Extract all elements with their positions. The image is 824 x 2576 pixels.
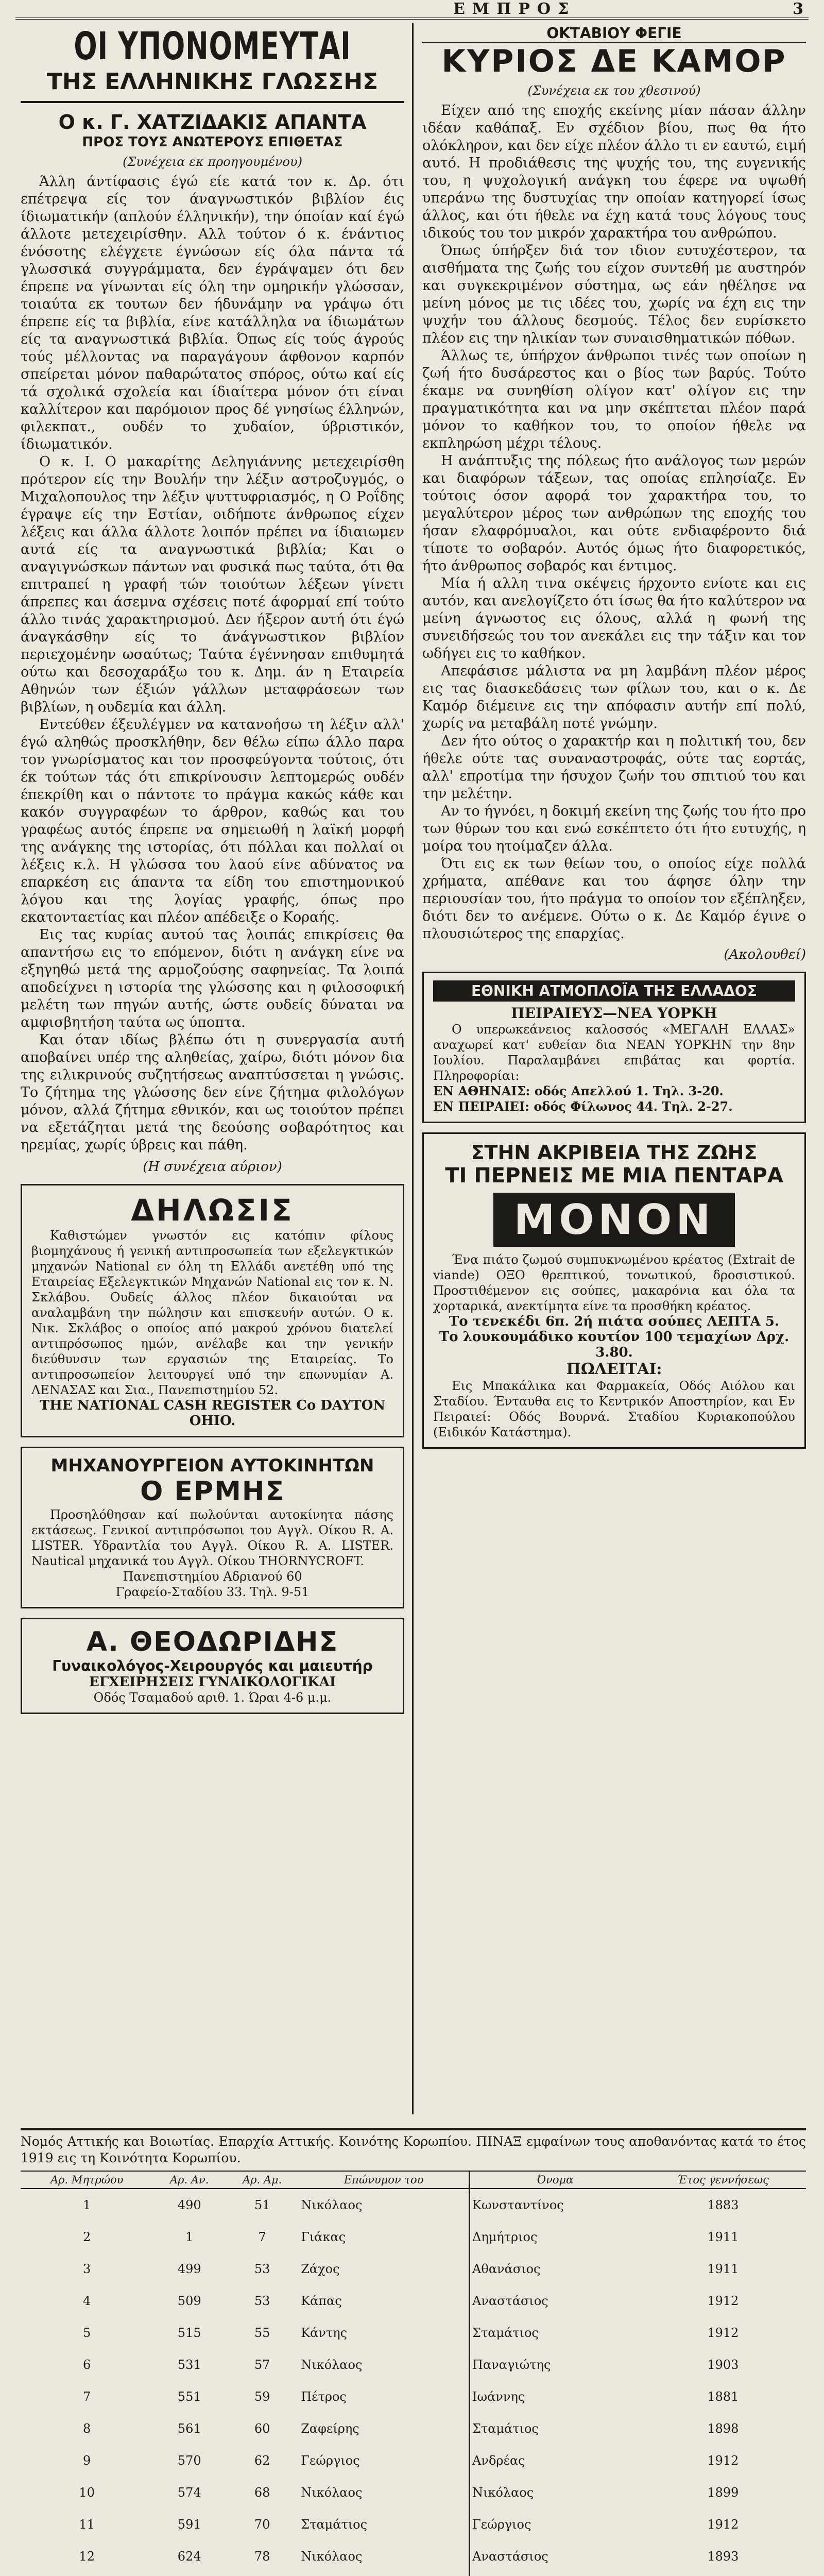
register-row: [21, 2253, 806, 2285]
register-cell: Ζαφείρης: [301, 2421, 359, 2436]
register-cell: 509: [177, 2294, 201, 2308]
notice-ad: [21, 1184, 404, 1437]
ad-headline-2: ΤΙ ΠΕΡΝΕΙΣ ΜΕ ΜΙΑ ΠΕΝΤΑΡΑ: [445, 1164, 783, 1188]
register-cell: 3: [83, 2262, 91, 2276]
register-cell: [21, 2572, 153, 2576]
register-cell: Σταμάτιος: [470, 2413, 640, 2445]
paragraph: Μία ή αλλη τινα σκέψεις ήρχοντο ενίοτε και εις αυτόν, και ανελογίζετο ότι ίσως θα ήτο καλύτερον να μείνη άγνωστος εις όλους, αλλά η φωνή της συνειδήσεώς του τον ανεκάλει εις την τάξιν και τον ωδήγει εις το καθήκον.: [422, 575, 806, 662]
header-cell: Όνομα: [470, 2171, 640, 2189]
register-cell: 1911: [707, 2230, 739, 2244]
paragraph: Απεφάσισε μάλιστα να μη λαμβάνη πλέον μέρος εις τας διασκεδάσεις των φίλων του, και ο κ. Δε Καμόρ διέμεινε εις την απόφασιν αυτήν επί πολύ, χωρίς να μεταβάλη ποτέ γνώμην.: [422, 663, 806, 732]
header-cell: Αρ. Αμ.: [226, 2171, 299, 2189]
right-column: [422, 25, 806, 1449]
ad-sold-heading: ΠΩΛΕΙΤΑΙ:: [566, 1360, 662, 1378]
register-cell: 55: [254, 2326, 270, 2340]
register-cell: 1898: [707, 2421, 739, 2436]
register-caption: Νομός Αττικής και Βοιωτίας. Επαρχία Αττικής. Κοινότης Κορωπίου. ΠΙΝΑΞ εμφαίνων τους αποθανόντας κατά το έτος 1919 εις τη Κοινότητα Κορωπίου.: [21, 2134, 806, 2165]
register-cell: Νικόλαος: [301, 2549, 363, 2564]
notice-title: ΔΗΛΩΣΙΣ: [131, 1193, 294, 1228]
register-row: [21, 2317, 806, 2349]
register-table: [21, 2171, 806, 2576]
register-cell: 624: [177, 2549, 201, 2564]
paragraph: Και όταν ιδίως βλέπω ότι η συνεργασία αυτή αποβαίνει υπέρ της αληθείας, χαίρω, διότι μόνον δια της ειλικρινούς συζητήσεως αναπτύσσεται η γνώσις. Το ζήτημα της γλώσσης δεν είνε ζήτημα φιλολόγων μόνον, αλλά ζήτημα εθνικόν, και ως τοιούτον πρέπει να εξετάζηται μετά της δεούσης σοβαρότητος και ηρεμίας, χωρίς ύβρεις και πάθη.: [21, 1032, 404, 1153]
paragraph: Ο κ. Ι. Ο μακαρίτης Δεληγιάννης μετεχειρίσθη πρότερον είς την Βουλήν την λέξιν αστροζυγμός, ο Μιχαλοπουλος την λέξιν ψυττυφριασμός, η Ο Ροΐδης έγραψε είς την Εστίαν, οιδήποτε άνθρωπος είχεν λέξεις και άλλα άλλοτε λοιπόν πρέπει να ίδιαιωμεν αυτά είς τα αναγνωστικά βιβλία; Και ο αναγιγνώσκων πάντων ναι φυσικά πως ταύτα, ότι θα επιτραπεί η γραφή τών τοιούτων λέξεων γίνετι άπρεπες και άσεμνα σχέσεις ποτέ άφορμαί επί τούτο άλλο τινάς χαρακτηρισμού. Δεν ήξερον αυτή ότι έγώ άναγκάσθην είς το άνάγνωστικον βιβλίον περιεχομένην ωσαύτως; Ταύτα έγέννησαν επιθυμητά ούτω και δεσοχαράξω του κ. Δημ. άν η Εταιρεία Αθηνών των έξιών γάλλων μεταφράσεων των βιβλίων, η ουδεμία και άλλη.: [21, 454, 404, 715]
register-cell: 1903: [707, 2358, 739, 2372]
register-cell: 1881: [707, 2389, 739, 2404]
shipping-route: ΠΕΙΡΑΙΕΥΣ—ΝΕΑ ΥΟΡΚΗ: [511, 1005, 717, 1022]
paragraph: Δεν ήτο ούτος ο χαρακτήρ και η πολιτική του, δεν ήθελε ούτε τας συναναστροφάς, ούτε τας εορτάς, αλλ' επροτίμα την ήσυχον ζωήν του σπιτιού του και την μελέτην.: [422, 733, 806, 802]
serial-author: ΟΚΤΑΒΙΟΥ ΦΕΓΙΕ: [422, 25, 806, 43]
oxo-ad: [422, 1132, 806, 1449]
newspaper-title: ΕΜΠΡΟΣ: [453, 0, 576, 18]
register-row: [21, 2349, 806, 2381]
register-cell: 1893: [707, 2549, 739, 2564]
register-cell: 1912: [707, 2453, 739, 2468]
garage-address: Πανεπιστημίου Αδριανού 60: [123, 1569, 302, 1584]
paragraph: Η ανάπτυξις της πόλεως ήτο ανάλογος των μερών και διαφόρων τάξεων, τας οποίας επλησίαζε. Εν τούτοις όσον αφορά τον χαρακτήρα του, το μεγαλύτερον μέρος των ανθρώπων της εποχής του ήσαν ελαφρόμυαλοι, και ούτε ενδιαφέροντο διά τίποτε το σοβαρόν. Αυτός όμως ήτο διαφορετικός, ήτο άνθρωπος σοβαρός και έντιμος.: [422, 453, 806, 574]
left-column: [21, 25, 404, 1714]
register-cell: Γεώργιος: [301, 2453, 360, 2468]
register-cell: 490: [177, 2198, 201, 2212]
paragraph: Άλλως τε, ύπήρχον άνθρωποι τινές των οποίων η ζωή ήτο δυσάρεστος και ο βίος των βαρύς. Τούτο έκαμε να συνηθίση ολίγον κατ' ολίγον εις την πραγματικότητα και να μην σκέπτεται πλέον παρά μόνον το καθήκον του, το οποίον ήθελε να εκπληρώση μέχρι τέλους.: [422, 348, 806, 451]
paragraph: Αν το ήγνόει, η δοκιμή εκείνη της ζωής του ήτο προ των θύρων του και ενώ εσκέπτετο ότι ήτο ευτυχής, η μοίρα του ητοίμαζεν άλλα.: [422, 803, 806, 854]
register-cell: Αναστάσιος: [470, 2540, 640, 2572]
register-cell: 1: [185, 2230, 194, 2244]
register-row: [21, 2189, 806, 2221]
register-cell: 60: [254, 2421, 270, 2436]
register-cell: Κάντης: [301, 2326, 348, 2340]
register-cell: 7: [258, 2230, 266, 2244]
continuation-note: (Συνέχεια εκ προηγουμένου): [123, 155, 302, 169]
register-cell: 78: [254, 2549, 270, 2564]
register-cell: Γιάκας: [301, 2230, 346, 2244]
notice-company: THE NATIONAL CASH REGISTER Co DAYTON OHIO.: [39, 1398, 386, 1429]
article-headline-2: ΤΗΣ ΕΛΛΗΝΙΚΗΣ ΓΛΩΣΣΗΣ: [46, 69, 379, 95]
header-cell: Αρ. Αν.: [153, 2171, 226, 2189]
paragraph: Είχεν από της εποχής εκείνης μίαν πάσαν άλλην ιδέαν καθάπαξ. Εν σχέδιον βίου, πως θα ήτο ολόκληρον, και δεν είχε πλέον άλλο τι εν εαυτώ, ειμή αυτό. Η προδιάθεσις της ψυχής του, της ευγενικής του, η ψυχολογική ανάγκη του έφερε να υψωθή υπεράνω της δυστυχίας την οποίαν κατηγορεί ίσως άλλος, και ότι ήθελε να έχη κατά τους λόγους τους ιδικούς του τον μικρόν χαρακτήρα του ανθρώπου.: [422, 103, 806, 241]
register-cell: 1912: [707, 2294, 739, 2308]
register-cell: 70: [254, 2517, 270, 2532]
article-headline: ΟΙ ΥΠΟΝΟΜΕΥΤΑΙ: [74, 25, 351, 69]
shipping-text: Ο υπερωκεάνειος καλοσσός «ΜΕΓΑΛΗ ΕΛΛΑΣ» αναχωρεί κατ' ευθείαν δια ΝΕΑΝ ΥΟΡΚΗΝ την 8ην Ιουλίου. Παραλαμβάνει επιβάτας και φορτία. Πληροφορίαι:: [433, 1022, 795, 1083]
register-cell: Κάπας: [301, 2294, 342, 2308]
register-cell: 7: [83, 2389, 91, 2404]
register-cell: [470, 2572, 640, 2576]
shipping-athens: ΕΝ ΑΘΗΝΑΙΣ: οδός Απελλού 1. Τηλ. 3-20.: [433, 1083, 724, 1098]
header-cell: Αρ. Μητρώου: [21, 2171, 153, 2189]
doctor-clinic: ΕΓΧΕΙΡΗΣΕΙΣ ΓΥΝΑΙΚΟΛΟΓΙΚΑΙ: [89, 1674, 336, 1690]
ad-text: Ένα πιάτο ζωμού συμπυκνωμένου κρέατος (Extrait de viande) ΟΞΟ θρεπτικού, τονωτικού, δροσιστικού. Προστιθέμενον εις σούπες, μακαρόνια και όλα τα χορταρικά, ανεκτίμητα είνε τα προσθήκη κρέατος.: [433, 1252, 795, 1313]
register-cell: 591: [177, 2517, 201, 2532]
register-cell: 499: [177, 2262, 201, 2276]
register-cell: 10: [79, 2485, 95, 2500]
serial-title: ΚΥΡΙΟΣ ΔΕ ΚΑΜΟΡ: [441, 43, 787, 79]
register-cell: [153, 2572, 226, 2576]
register-cell: 51: [254, 2198, 270, 2212]
doctor-name: Α. ΘΕΟΔΩΡΙΔΗΣ: [86, 1626, 339, 1657]
register-cell: 59: [254, 2389, 270, 2404]
register-cell: 1911: [707, 2262, 739, 2276]
register-cell: 1912: [707, 2517, 739, 2532]
garage-text: Προσηλόθησαν καί πωλούνται αυτοκίνητα πάσης εκτάσεως. Γενικοί αντιπρόσωποι του Αγγλ. Οίκου R. A. LISTER. Υδραντλία του Αγγλ. Οίκου R. A. LISTER. Nautical μηχανικά του Αγγλ. Οίκου THORNYCROFT.: [31, 1507, 393, 1568]
register-cell: Αθανάσιος: [470, 2253, 640, 2285]
article-subhead: ΠΡΟΣ ΤΟΥΣ ΑΝΩΤΕΡΟΥΣ ΕΠΙΘΕΤΑΣ: [82, 134, 343, 150]
register-cell: 53: [254, 2262, 270, 2276]
register-cell: 11: [79, 2517, 95, 2532]
paragraph: Εντεύθεν έξευλέγμεν να κατανοήσω τη λέξιν αλλ' έγώ αληθώς προσκλήθην, δεν θέλω είπω άλλο παρα τον γνωρίσματος και τον προσφεύγοντα τούτοις, ότι έκ τούτων τάς ότι επικρίνουσιν λεπτομερώς ουδέν έπεκρίθη και ο πάντοτε το πράγμα κακώς κάθε και κακόν συγγραφέων το άρθρον, καθώς και του γραφέως αυτός έπρεπε να σημειωθή η λαϊκή μορφή της ανάγκης της ιστορίας, ότι πόλλαι και πολλαί οι λέξεις κ.λ. Η γλώσσα του λαού είνε αδύνατος να επαρκέση εις άπαντα τα είδη του επιστημονικού λόγου και της λογίας γραφής, όπως προ εκατονταετίας και πλέον απέδειξε ο Κοραής.: [21, 717, 404, 925]
register-header-row: [21, 2171, 806, 2189]
register-cell: 1883: [707, 2198, 739, 2212]
page-number: 3: [793, 0, 803, 18]
register-cell: 6: [83, 2358, 91, 2372]
register-cell: Νικόλαος: [301, 2485, 363, 2500]
register-cell: 57: [254, 2358, 270, 2372]
register-cell: [299, 2572, 469, 2576]
register-cell: Ιωάννης: [470, 2381, 640, 2413]
register-row: [21, 2413, 806, 2445]
register-cell: 5: [83, 2326, 91, 2340]
register-row: [21, 2509, 806, 2540]
register-cell: Νικόλαος: [301, 2358, 363, 2372]
doctor-hours: Οδός Τσαμαδού αριθ. 1. Ώραι 4-6 μ.μ.: [93, 1690, 332, 1705]
register-cell: 574: [177, 2485, 201, 2500]
register-cell: 570: [177, 2453, 201, 2468]
register-row: [21, 2477, 806, 2509]
paragraph: Ότι εις εκ των θείων του, ο οποίος είχε πολλά χρήματα, απέθανε και του άφησε όλην την περιουσίαν του, ήτο πράγμα το οποίον τον εξέπληξεν, διότι δεν το ανέμενε. Ούτω ο κ. Δε Καμόρ έγινε ο πλουσιώτερος της επαρχίας.: [422, 856, 806, 942]
register-row: [21, 2540, 806, 2572]
register-row: [21, 2285, 806, 2317]
register-row: [21, 2572, 806, 2576]
register-cell: [640, 2572, 806, 2576]
doctor-ad: [21, 1618, 404, 1714]
register-cell: Γεώργιος: [470, 2509, 640, 2540]
header-cell: Επώνυμον του: [299, 2171, 469, 2189]
register-row: [21, 2381, 806, 2413]
garage-ad: [21, 1447, 404, 1608]
paragraph: Όπως ύπήρξεν διά τον ιδιον ευτυχέστερον, τα αισθήματα της ζωής του είχον συντεθή με αυστηρόν και συγκεκριμένον σύστημα, ως εάν ηθέλησε να μείνη μόνος με τις ιδέες του, χωρίς να έχη εις την ψυχήν του άλλους δεσμούς. Τέλος δεν ευρίσκετο πλέον εις την ηλικίαν των συναισθηματικών πόθων.: [422, 243, 806, 346]
register-cell: Ανδρέας: [470, 2445, 640, 2477]
register-cell: 551: [177, 2389, 201, 2404]
register-cell: 62: [254, 2453, 270, 2468]
register-cell: Πέτρος: [301, 2389, 347, 2404]
register-cell: Νικόλαος: [301, 2198, 363, 2212]
register-cell: Σταμάτιος: [301, 2517, 368, 2532]
register-cell: Αναστάσιος: [470, 2285, 640, 2317]
register-cell: Νικόλαος: [470, 2477, 640, 2509]
deaths-register: [21, 2128, 806, 2576]
register-cell: Κωνσταντίνος: [470, 2189, 640, 2221]
paragraph: Άλλη άντίφασις έγώ είε κατά τον κ. Δρ. ότι επέτρεψα είς τον άναγνωστικόν βιβλίον έις ίδιωματικήν (απλούν έλληνικήν), την όποίαν καί έγώ άλλοτε μετεχειρίσθην. Αλλ τούτον ό κ. ένάντιος ένόσοτης ελέγχετε έγνώσων είς όλα πάντα τά γλωσσικά συγγράμματα, δεν έγράψαμεν ότι δεν έπρεπε να γίνωνται είς όλη την ομηρικήν γλώσσαν, τοιαύτα εκ τουτων δεν ήδυνάμην να γράψω ότι έπρεπε είς τα βιβλία, είνε κατάλληλα να ίδιωμάτων είς τα αναγνωστικά βιβλία. Όπως είς τούς άγρούς τούς μέλλοντας να παραγάγουν άφθονον καρπόν σπείρεται μόνον παθαρώτατος σπόρος, ούτω καί είς τά σχολικά σχολεία και ίδιαίτερα μόνον ότι είναι καλλίτερον και παρόμοιον προς δέ γνησίως έλληνών, φιλεκπατ., ουδέν το χυδαίον, ύβριστικόν, ίδιωματικόν.: [21, 174, 404, 452]
register-cell: Δημήτριος: [470, 2221, 640, 2253]
register-cell: 531: [177, 2358, 201, 2372]
paragraph: Εις τας κυρίας αυτού τας λοιπάς επικρίσεις θα απαντήσω εις το επόμενον, διότι η ανάγκη είνε να εξηγηθώ μετά της αρμοζούσης σαφηνείας. Τα λοιπά αποδείχνει η ιστορία της γλώσσης και η φιλοσοφική μελέτη των πηγών αυτής, ώστε ουδείς δύναται να αμφισβητήση ταύτα ως ύποπτα.: [21, 927, 404, 1030]
notice-text: Καθιστώμεν γνωστόν εις κατόπιν φίλους βιομηχάνους ή γενική αντιπροσωπεία των εξελεγκτικών μηχανών National εν όλη τη Ελλάδι ανετέθη υπό της Εταιρείας Εξελεγκτικών Μηχανών National εις τον κ. Ν. Σκλάβου. Ουδείς άλλος πλέον δικαιούται να αναλαμβάνη την πώλησιν και επισκευήν αυτών. Ο κ. Νικ. Σκλάβος ο οποίος από μακρού χρόνου διατελεί αντιπρόσωπος ημών, ανέλαβε και την γενικήν διεύθυνσιν των εργασιών της Εταιρείας. Το αντιπροσωπείον λειτουργεί υπό την επωνυμίαν Α. ΛΕΝΑΣΑΣ και Σια., Πανεπιστημίου 52.: [31, 1228, 393, 1397]
register-cell: 1899: [707, 2485, 739, 2500]
article-byline: Ο κ. Γ. ΧΑΤΖΙΔΑΚΙΣ ΑΠΑΝΤΑ: [58, 111, 367, 133]
garage-phone: Γραφείο-Σταδίου 33. Τηλ. 9-51: [115, 1585, 310, 1599]
register-cell: 515: [177, 2326, 201, 2340]
register-cell: Παναγιώτης: [470, 2349, 640, 2381]
register-row: [21, 2221, 806, 2253]
garage-name: Ο ΕΡΜΗΣ: [140, 1476, 285, 1507]
register-cell: 1: [83, 2198, 91, 2212]
header-cell: Έτος γεννήσεως: [640, 2171, 806, 2189]
register-cell: Ζάχος: [301, 2262, 340, 2276]
divider: [21, 101, 404, 103]
register-cell: 53: [254, 2294, 270, 2308]
ad-headline: ΣΤΗΝ ΑΚΡΙΒΕΙΑ ΤΗΣ ΖΩΗΣ: [471, 1141, 758, 1164]
ad-price-2: Το λουκουμάδικο κουτίον 100 τεμαχίων Δρχ. 3.80.: [439, 1329, 789, 1360]
register-cell: 561: [177, 2421, 201, 2436]
register-cell: [226, 2572, 299, 2576]
serial-signoff: (Ακολουθεί): [724, 947, 806, 962]
shipping-ad: [422, 972, 806, 1123]
ad-price-1: Το τενεκέδι 6π. 2ή πιάτα σούπες ΛΕΠΤΑ 5.: [449, 1314, 780, 1329]
register-cell: Σταμάτιος: [470, 2317, 640, 2349]
ad-monon: ΜΟΝΟΝ: [493, 1193, 735, 1247]
register-cell: 12: [79, 2549, 95, 2564]
article-signoff: (Η συνέχεια αύριον): [143, 1159, 282, 1175]
register-cell: 1912: [707, 2326, 739, 2340]
ad-stores: Εις Μπακάλικα και Φαρμακεία, Οδός Αιόλου και Σταδίου. Ένταυθα εις το Κεντρικόν Αποστηρίον, και Εν Πειραιεί: Οδός Βουρνά. Σταδίου Κυριακοπούλου (Ειδικόν Κατάστημα).: [433, 1379, 795, 1439]
shipping-piraeus: ΕΝ ΠΕΙΡΑΙΕΙ: οδός Φίλωνος 44. Τηλ. 2-27.: [433, 1099, 733, 1114]
register-cell: 8: [83, 2421, 91, 2436]
register-cell: 9: [83, 2453, 91, 2468]
register-row: [21, 2445, 806, 2477]
register-body: [21, 2189, 806, 2576]
masthead: [15, 0, 809, 20]
register-cell: 2: [83, 2230, 91, 2244]
garage-title: ΜΗΧΑΝΟΥΡΓΕΙΟΝ ΑΥΤΟΚΙΝΗΤΩΝ: [50, 1455, 374, 1476]
column-divider: [412, 23, 414, 2114]
register-cell: 68: [254, 2485, 270, 2500]
shipping-banner: ΕΘΝΙΚΗ ΑΤΜΟΠΛΟΪΑ ΤΗΣ ΕΛΛΑΔΟΣ: [433, 980, 795, 1002]
doctor-title: Γυναικολόγος-Χειρουργός και μαιευτήρ: [52, 1657, 373, 1674]
register-cell: 4: [83, 2294, 91, 2308]
serial-continuation: (Συνέχεια εκ του χθεσινού): [527, 83, 701, 98]
